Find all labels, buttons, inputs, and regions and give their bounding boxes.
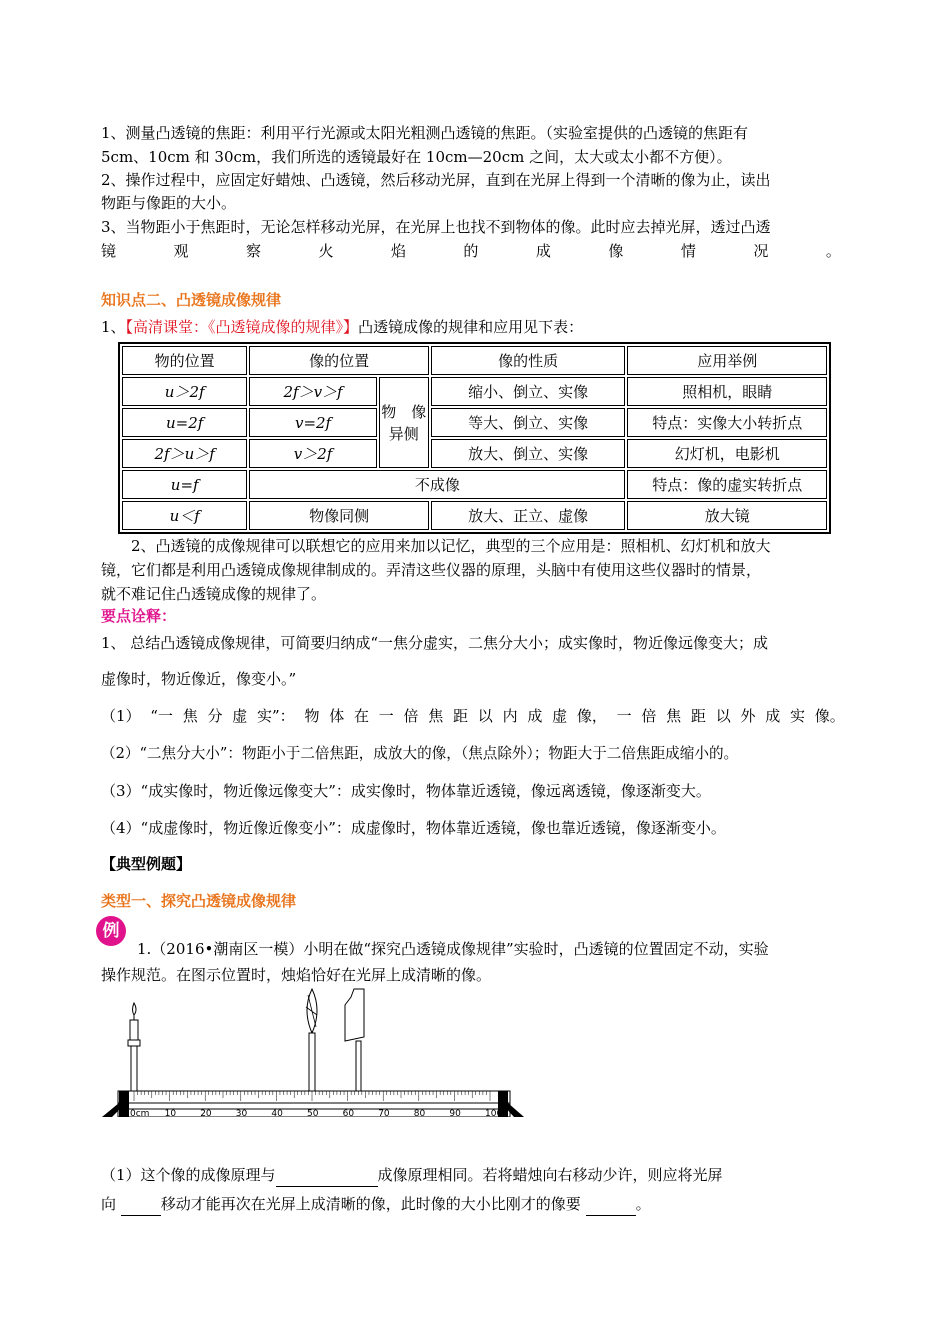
table-row: [122, 470, 827, 499]
answer-blank-3[interactable]: [586, 1197, 636, 1216]
subquestion-line-1: [101, 1163, 849, 1187]
keypoints-sub-3: （3）“成实像时，物近像远像变大”：成实像时，物体靠近透镜，像远离透镜，像逐渐变大。: [101, 782, 711, 800]
table-cell: 等大、倒立、实像: [431, 408, 626, 437]
char: “一: [150, 707, 173, 725]
char: 实”：: [257, 707, 295, 725]
keypoints-sub-1: [101, 704, 845, 728]
ruler-label: 40: [271, 1109, 283, 1117]
char: 虚: [232, 707, 248, 725]
char: 距: [453, 707, 469, 725]
text: （1）这个像的成像原理与: [101, 1166, 276, 1184]
section-heading: 知识点二、凸透镜成像规律: [101, 291, 282, 309]
light-screen-icon: [345, 989, 366, 1103]
char: 焰: [390, 242, 406, 260]
side-label: 物 像: [381, 402, 427, 421]
table-row: [122, 501, 827, 530]
table-cell: 特点：像的虚实转折点: [627, 470, 827, 499]
ruler-label: 50: [307, 1109, 319, 1117]
char: 虚: [552, 707, 568, 725]
table-cell: 放大镜: [627, 501, 827, 530]
side-label-cell: [379, 377, 429, 468]
intro-line-1: 1、测量凸透镜的焦距：利用平行光源或太阳光粗测凸透镜的焦距。（实验室提供的凸透镜的焦距有: [101, 124, 749, 142]
subquestion-line-2: [101, 1192, 849, 1216]
char: 观: [173, 242, 189, 260]
char: 倍: [641, 707, 657, 725]
intro-line-2: 5cm、10cm 和 30cm，我们所选的透镜最好在 10cm—20cm 之间，太大或太小都不方便）。: [101, 148, 732, 166]
char: 情: [680, 242, 696, 260]
table-cell: v＞2f: [249, 439, 376, 468]
table-header: 像的位置: [249, 346, 429, 375]
text: 向: [101, 1195, 121, 1213]
intro-line-5: 3、当物距小于焦距时，无论怎样移动光屏，在光屏上也找不到物体的像。此时应去掉光屏，透过凸透: [101, 218, 771, 236]
type1-heading: 类型一、探究凸透镜成像规律: [101, 892, 297, 910]
char: 体: [329, 707, 345, 725]
ruler-label: 0cm: [130, 1109, 150, 1117]
char: 成: [765, 707, 781, 725]
table-cell: 特点：实像大小转折点: [627, 408, 827, 437]
intro-line-6: [101, 239, 841, 263]
char: 内: [502, 707, 518, 725]
char: 焦: [182, 707, 198, 725]
char: 一: [378, 707, 394, 725]
table-cell: u=2f: [122, 408, 247, 437]
question-line-1: 1.（2016•潮南区一模）小明在做“探究凸透镜成像规律”实验时，凸透镜的位置固定不动，实验: [137, 940, 769, 958]
example-badge-icon: 例: [96, 916, 126, 946]
ruler-label: 30: [235, 1109, 248, 1117]
table-cell: 物像同侧: [249, 501, 429, 530]
ruler-label: 80: [413, 1109, 426, 1117]
keypoints-line-2: 虚像时，物近像近，像变小。”: [101, 670, 297, 688]
table-cell: u＞2f: [122, 377, 247, 406]
table-cell: 不成像: [249, 470, 625, 499]
examples-heading: 【典型例题】: [101, 855, 192, 873]
char: 。: [825, 242, 841, 260]
char: 以: [715, 707, 731, 725]
optical-bench-figure: [98, 985, 530, 1117]
table-cell: 照相机，眼睛: [627, 377, 827, 406]
ruler-label: 70: [378, 1109, 390, 1117]
char: 外: [740, 707, 756, 725]
side-label: 异侧: [388, 424, 419, 443]
char: 倍: [403, 707, 419, 725]
char: 像，: [576, 707, 607, 725]
keypoints-sub-2: （2）“二焦分大小”：物距小于二倍焦距，成放大的像，（焦点除外）；物距大于二倍焦距成缩小的。: [101, 745, 739, 762]
period: 。: [635, 1195, 651, 1213]
char: 实: [789, 707, 805, 725]
table-row: [122, 408, 827, 437]
char: 距: [690, 707, 706, 725]
char: 像。: [814, 707, 845, 725]
ruler-label: 60: [342, 1109, 355, 1117]
text: 移动才能再次在光屏上成清晰的像，此时像的大小比刚才的像要: [160, 1195, 586, 1213]
char: 物: [304, 707, 320, 725]
para2-line-1: 2、凸透镜的成像规律可以联想它的应用来加以记忆，典型的三个应用是：照相机、幻灯机和放大: [101, 537, 771, 555]
char: 火: [318, 242, 334, 260]
para2-line-2: 镜，它们都是利用凸透镜成像规律制成的。弄清这些仪器的原理，头脑中有使用这些仪器时的情景，: [101, 561, 762, 579]
table-cell: 2f＞v＞f: [249, 377, 376, 406]
table-cell: 2f＞u＞f: [122, 439, 247, 468]
convex-lens-icon: [304, 989, 320, 1103]
class-link[interactable]: 【高清课堂：《凸透镜成像的规律》】: [125, 318, 359, 336]
para2-line-3: 就不难记住凸透镜成像的规律了。: [101, 585, 327, 603]
text: 成像原理相同。若将蜡烛向右移动少许，则应将光屏: [377, 1166, 723, 1184]
table-cell: 放大、正立、虚像: [431, 501, 626, 530]
intro-line-4: 物距与像距的大小。: [101, 194, 237, 212]
question-line-2: 操作规范。在图示位置时，烛焰恰好在光屏上成清晰的像。: [101, 966, 492, 984]
table-header-row: [122, 346, 827, 375]
section-item-1: [101, 315, 849, 339]
char: 焦: [666, 707, 682, 725]
char: 镜: [101, 242, 117, 260]
intro-line-3: 2、操作过程中，应固定好蜡烛、凸透镜，然后移动光屏，直到在光屏上得到一个清晰的像为止，读出: [101, 171, 771, 189]
char: 况: [753, 242, 769, 260]
keypoints-heading: 要点诠释：: [101, 607, 177, 625]
table-row: [122, 377, 827, 406]
table-row: [122, 439, 827, 468]
answer-blank-2[interactable]: [121, 1197, 161, 1216]
table-header: 像的性质: [431, 346, 626, 375]
answer-blank-1[interactable]: [276, 1168, 378, 1187]
char: 的: [463, 242, 479, 260]
table-header: 应用举例: [627, 346, 827, 375]
char: 像: [608, 242, 624, 260]
keypoints-line-1: 1、 总结凸透镜成像规律，可简要归纳成“一焦分虚实，二焦分大小；成实像时，物近像远像变大；成: [101, 634, 768, 652]
table-cell: v=2f: [249, 408, 376, 437]
item-number: 1、: [101, 318, 126, 336]
table-cell: 缩小、倒立、实像: [431, 377, 626, 406]
imaging-rules-table: [118, 342, 831, 534]
char: 一: [616, 707, 632, 725]
keypoints-sub-4: （4）“成虚像时，物近像近像变小”：成虚像时，物体靠近透镜，像也靠近透镜，像逐渐变小。: [101, 819, 726, 837]
ruler-label: 20: [200, 1109, 212, 1117]
item-text: 凸透镜成像的规律和应用见下表：: [358, 318, 584, 336]
char: （1）: [101, 707, 141, 725]
ruler-label: 90: [449, 1109, 461, 1117]
table-cell: u＜f: [122, 501, 247, 530]
table-cell: 放大、倒立、实像: [431, 439, 626, 468]
char: 在: [353, 707, 369, 725]
table-cell: 幻灯机，电影机: [627, 439, 827, 468]
ruler-label: 100: [485, 1109, 503, 1117]
char: 焦: [428, 707, 444, 725]
char: 分: [207, 707, 223, 725]
char: 察: [245, 242, 261, 260]
candle-icon: [126, 1003, 142, 1103]
table-cell: u=f: [122, 470, 247, 499]
table-header: 物的位置: [122, 346, 247, 375]
char: 成: [535, 242, 551, 260]
char: 以: [477, 707, 493, 725]
ruler-label: 10: [164, 1109, 177, 1117]
char: 成: [527, 707, 543, 725]
